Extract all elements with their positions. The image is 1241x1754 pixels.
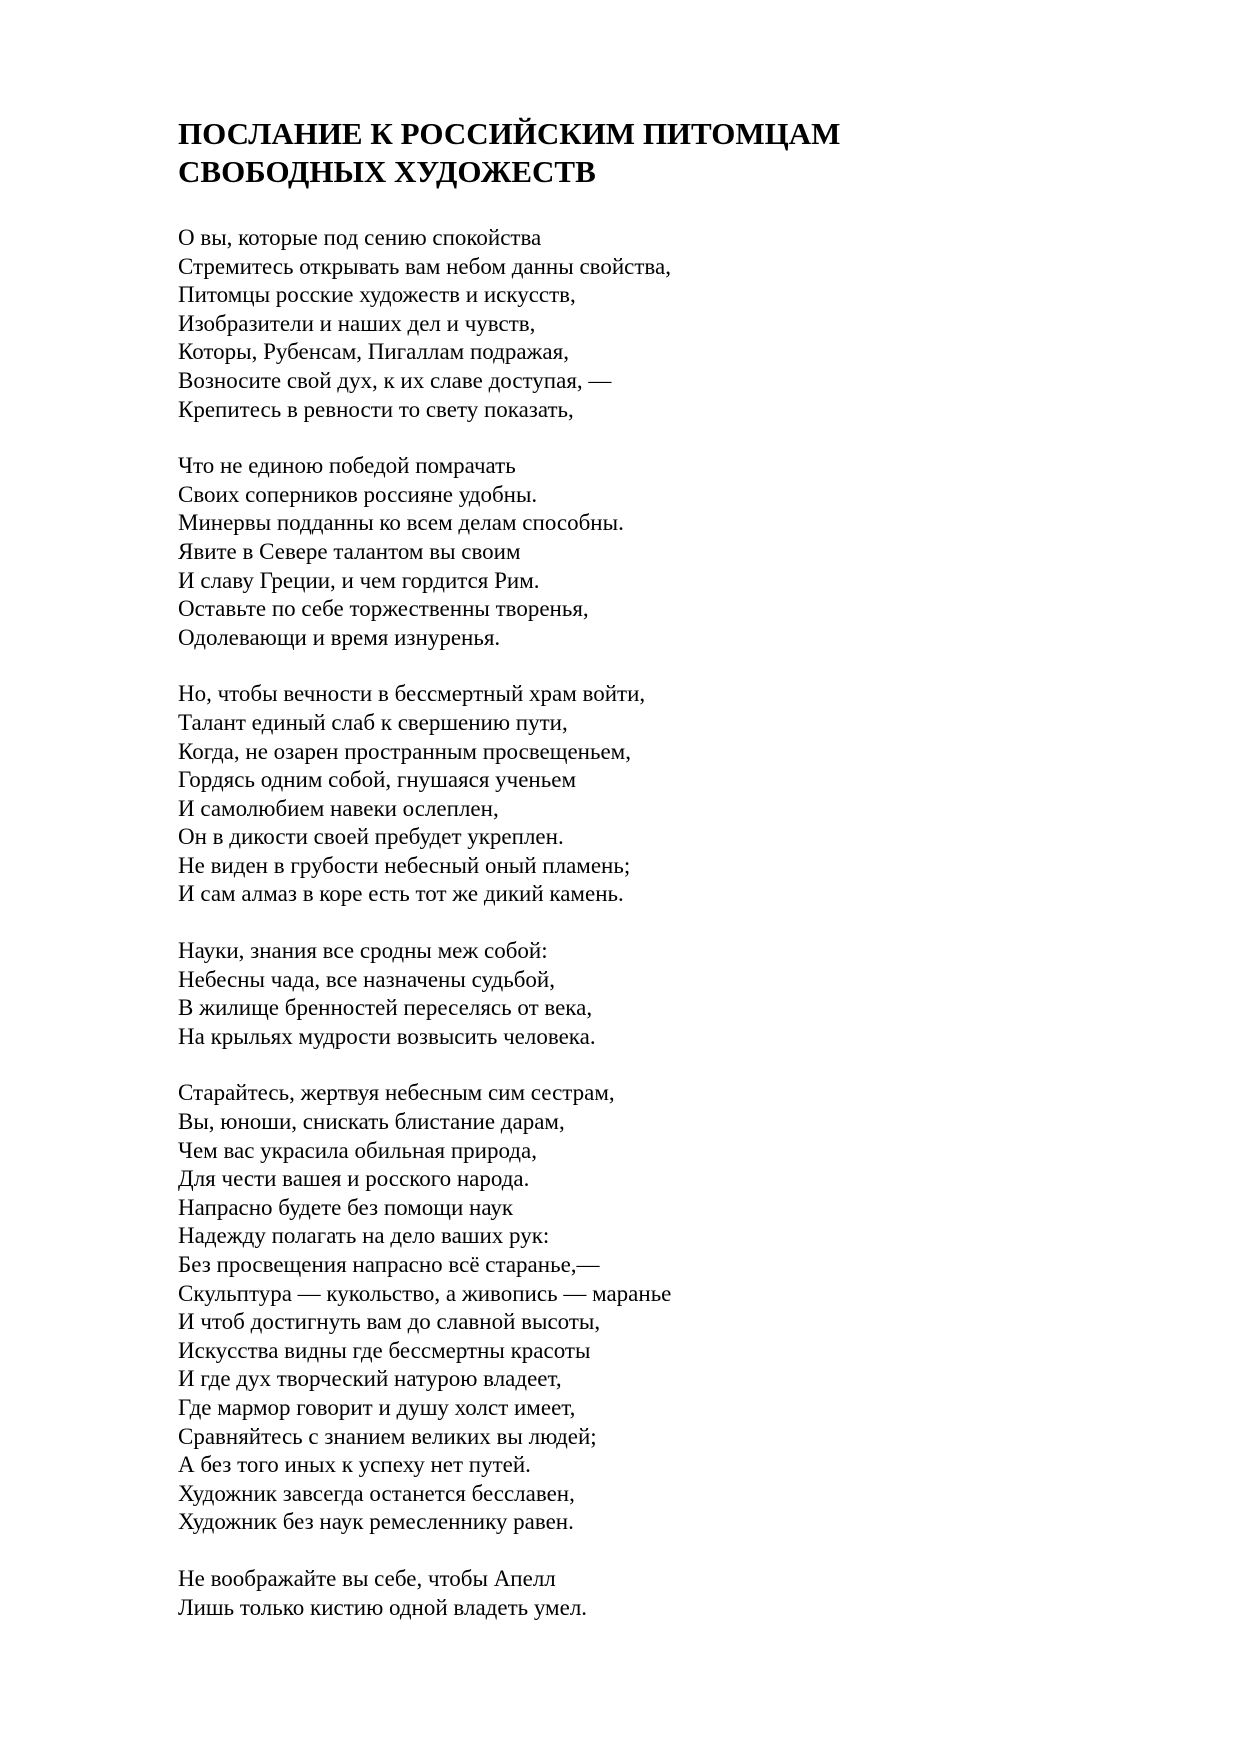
stanza-1	[178, 224, 1178, 424]
title-line: СВОБОДНЫХ ХУДОЖЕСТВ	[178, 154, 596, 189]
verse-line: Он в дикости своей пребудет укреплен.	[178, 824, 564, 850]
verse-line: Лишь только кистию одной владеть умел.	[178, 1594, 588, 1620]
verse-line: И сам алмаз в коре есть тот же дикий камень.	[178, 881, 624, 907]
verse-line: Сравняйтесь с знанием великих вы людей;	[178, 1423, 597, 1449]
verse-line: Возносите свой дух, к их славе доступая, —	[178, 367, 612, 393]
stanza-2	[178, 452, 1178, 652]
verse-line: Одолевающи и время изнуренья.	[178, 624, 501, 650]
verse-line: Без просвещения напрасно всё старанье,—	[178, 1252, 600, 1277]
verse-line: Где мармор говорит и душу холст имеет,	[178, 1394, 576, 1420]
verse-line: Крепитесь в ревности то свету показать,	[178, 396, 574, 422]
verse-line: Не воображайте вы себе, чтобы Апелл	[178, 1565, 556, 1591]
verse-line: Небесны чада, все назначены судьбой,	[178, 966, 555, 992]
verse-line: Искусства видны где бессмертны красоты	[178, 1337, 591, 1363]
verse-line: Изобразители и наших дел и чувств,	[178, 310, 536, 336]
verse-line: Напрасно будете без помощи наук	[178, 1194, 514, 1220]
verse-line: И где дух творческий натурою владеет,	[178, 1366, 562, 1392]
verse-line: Гордясь одним собой, гнушаяся ученьем	[178, 767, 576, 793]
verse-line: Что не единою победой помрачать	[178, 453, 516, 479]
verse-line: Чем вас украсила обильная природа,	[178, 1137, 537, 1163]
verse-line: Когда, не озарен пространным просвещеньем,	[178, 738, 631, 764]
verse-line: На крыльях мудрости возвысить человека.	[178, 1023, 596, 1049]
verse-line: Науки, знания все сродны меж собой:	[178, 938, 548, 964]
verse-line: Оставьте по себе торжественны творенья,	[178, 596, 589, 622]
verse-line: И славу Греции, и чем гордится Рим.	[178, 567, 540, 593]
verse-line: О вы, которые под сению спокойства	[178, 225, 542, 250]
stanza-3	[178, 680, 1178, 909]
verse-line: И самолюбием навеки ослеплен,	[178, 795, 499, 821]
stanza-6	[178, 1565, 1178, 1622]
verse-line: Скульптура — кукольство, а живопись — маранье	[178, 1280, 672, 1306]
verse-line: Художник завсегда останется бесславен,	[178, 1480, 575, 1506]
poem-body	[178, 224, 1178, 1650]
verse-line: Которы, Рубенсам, Пигаллам подражая,	[178, 339, 569, 365]
verse-line: А без того иных к успеху нет путей.	[178, 1452, 531, 1478]
title-line: ПОСЛАНИЕ К РОССИЙСКИМ ПИТОМЦАМ	[178, 116, 841, 151]
poem-title	[178, 115, 840, 191]
verse-line: Художник без наук ремесленнику равен.	[178, 1509, 574, 1535]
stanza-5	[178, 1079, 1178, 1537]
verse-line: Минервы подданны ко всем делам способны.	[178, 510, 624, 536]
stanza-4	[178, 937, 1178, 1051]
verse-line: Талант единый слаб к свершению пути,	[178, 709, 568, 735]
verse-line: Явите в Севере талантом вы своим	[178, 538, 521, 564]
verse-line: Своих соперников россияне удобны.	[178, 481, 538, 507]
verse-line: Стремитесь открывать вам небом данны свойства,	[178, 253, 671, 279]
verse-line: Старайтесь, жертвуя небесным сим сестрам,	[178, 1080, 615, 1106]
verse-line: И чтоб достигнуть вам до славной высоты,	[178, 1309, 601, 1335]
verse-line: Вы, юноши, снискать блистание дарам,	[178, 1109, 565, 1135]
verse-line: Надежду полагать на дело ваших рук:	[178, 1223, 550, 1249]
verse-line: В жилище бренностей переселясь от века,	[178, 995, 593, 1021]
verse-line: Не виден в грубости небесный оный пламень;	[178, 852, 631, 878]
verse-line: Для чести вашея и росского народа.	[178, 1166, 530, 1192]
verse-line: Питомцы росские художеств и искусств,	[178, 282, 576, 308]
verse-line: Но, чтобы вечности в бессмертный храм войти,	[178, 681, 646, 707]
